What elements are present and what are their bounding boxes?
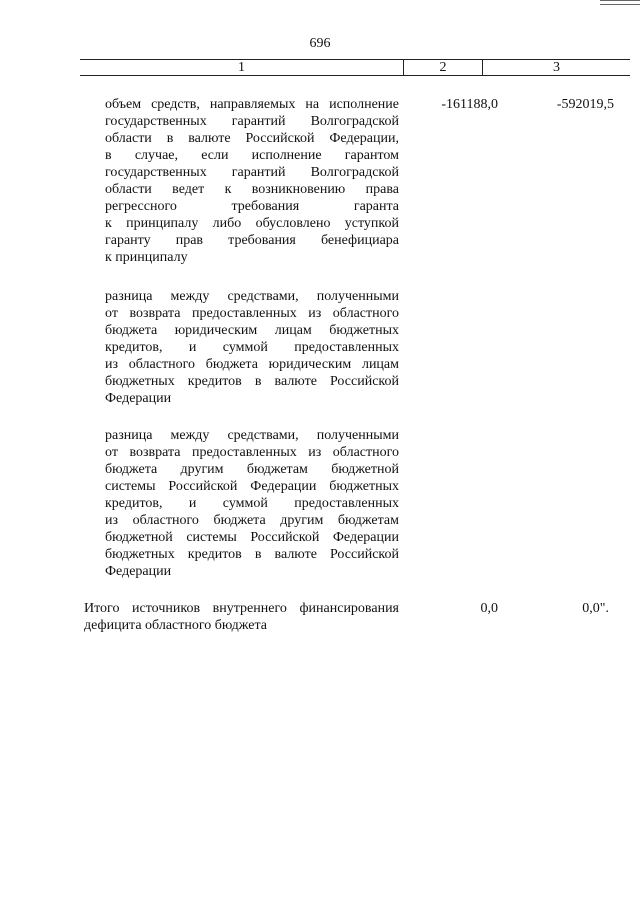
text-line: объем средств, направляемых на исполнение	[105, 97, 399, 112]
text-line: дефицита областного бюджета	[84, 618, 267, 633]
text-line: государственных гарантий Волгоградской	[105, 114, 399, 129]
total-col-3-value: 0,0".	[582, 601, 609, 616]
text-line: от возврата предоставленных из областного	[105, 445, 399, 460]
text-line: из областного бюджета другим бюджетам	[105, 513, 399, 528]
table-row-guarantees-description	[105, 96, 399, 266]
text-line: системы Российской Федерации бюджетных	[105, 479, 399, 494]
row-1-col-2-value: -161188,0	[441, 97, 498, 112]
table-row-other-budgets-credits	[105, 427, 399, 580]
corner-line-mark	[600, 0, 640, 5]
text-line: бюджетных кредитов в валюте Российской	[105, 547, 399, 562]
total-col-2-value: 0,0	[480, 601, 498, 616]
text-line: из областного бюджета юридическим лицам	[105, 357, 399, 372]
page-number: 696	[309, 36, 331, 51]
text-line: к принципалу либо обусловлено уступкой	[105, 216, 399, 231]
text-line: кредитов, и суммой предоставленных	[105, 340, 399, 355]
table-header-row	[80, 59, 630, 76]
row-1-col-3-value: -592019,5	[556, 97, 614, 112]
text-line: к принципалу	[105, 250, 188, 265]
column-header-2: 2	[404, 60, 483, 75]
text-line: бюджета юридическим лицам бюджетных	[105, 323, 399, 338]
table-row-legal-entities-credits	[105, 288, 399, 407]
text-line: области ведет к возникновению права	[105, 182, 399, 197]
text-line: от возврата предоставленных из областного	[105, 306, 399, 321]
text-line: в случае, если исполнение гарантом	[105, 148, 399, 163]
text-line: Итого источников внутреннего финансирования	[84, 601, 399, 616]
column-header-1: 1	[80, 60, 404, 75]
text-line: области в валюте Российской Федерации,	[105, 131, 399, 146]
text-line: бюджетной системы Российской Федерации	[105, 530, 399, 545]
text-line: разница между средствами, полученными	[105, 428, 399, 443]
text-line: бюджета другим бюджетам бюджетной	[105, 462, 399, 477]
text-line: гаранту прав требования бенефициара	[105, 233, 399, 248]
text-line: бюджетных кредитов в валюте Российской	[105, 374, 399, 389]
text-line: Федерации	[105, 391, 172, 406]
text-line: регрессного требования гаранта	[105, 199, 399, 214]
text-line: государственных гарантий Волгоградской	[105, 165, 399, 180]
text-line: Федерации	[105, 564, 172, 579]
text-line: разница между средствами, полученными	[105, 289, 399, 304]
column-header-3: 3	[553, 60, 560, 75]
table-row-total	[84, 600, 399, 634]
text-line: кредитов, и суммой предоставленных	[105, 496, 399, 511]
